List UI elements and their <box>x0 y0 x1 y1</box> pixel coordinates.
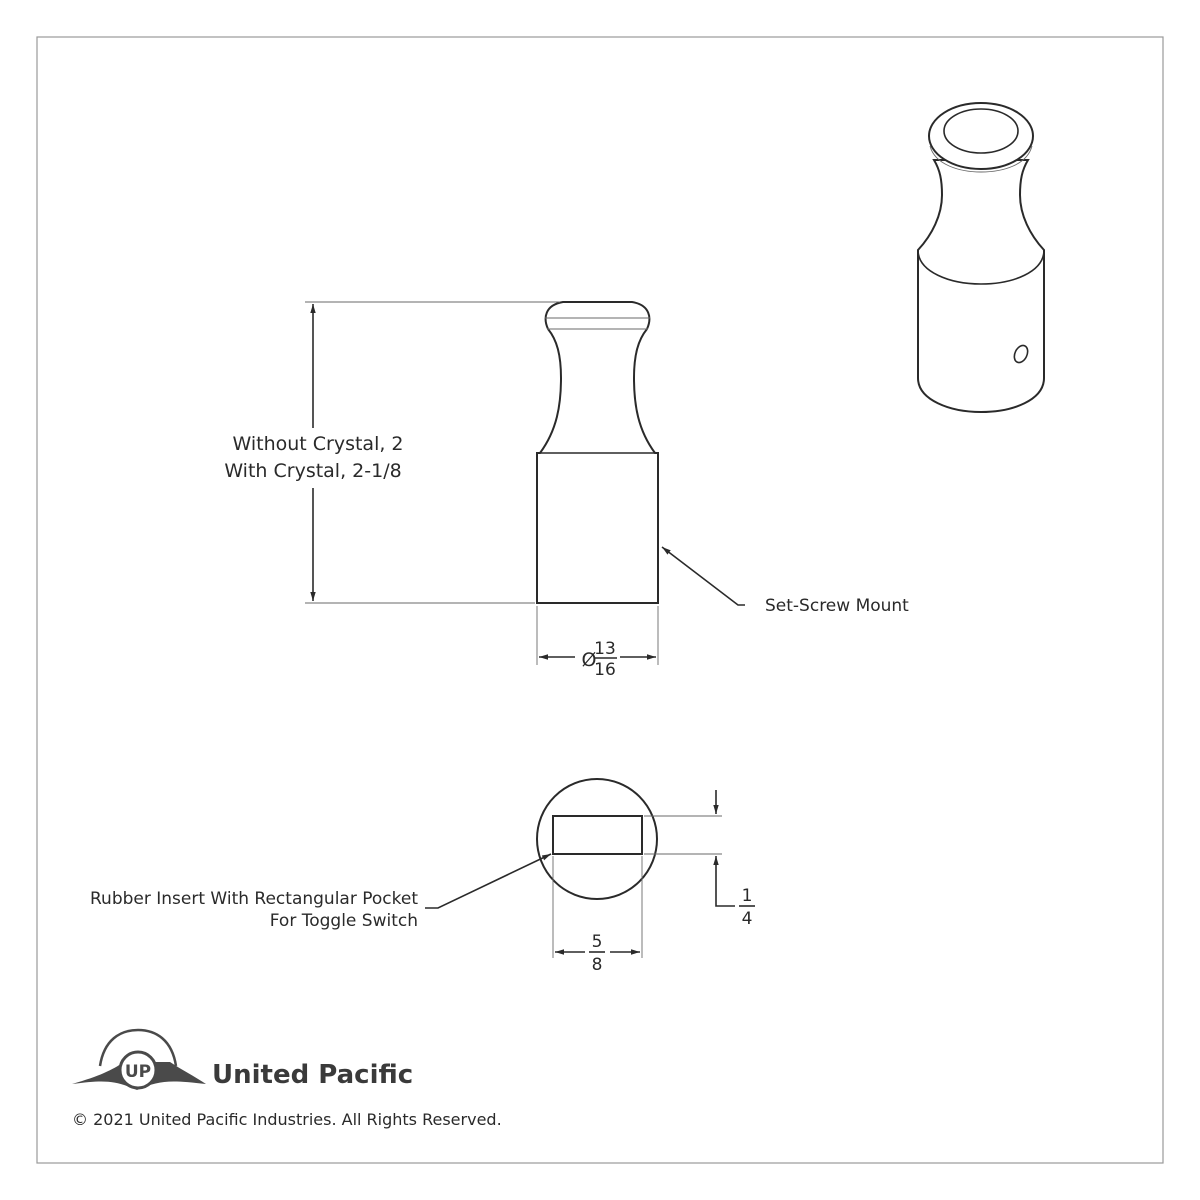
copyright-notice: © 2021 United Pacific Industries. All Rights Reserved. <box>72 1110 502 1129</box>
rubber-insert-callout <box>90 854 551 931</box>
rubber-insert-label: Rubber Insert With Rectangular Pocket <box>90 889 418 909</box>
height-label-without-crystal: Without Crystal, 2 <box>232 433 404 455</box>
diameter-denominator: 16 <box>594 660 616 680</box>
toggle-switch-label: For Toggle Switch <box>269 911 418 931</box>
width-denominator: 8 <box>591 955 603 975</box>
set-screw-callout <box>662 547 909 616</box>
height-label-with-crystal: With Crystal, 2-1/8 <box>224 460 402 482</box>
knob-isometric-view <box>918 103 1044 412</box>
depth-denominator: 4 <box>741 909 753 929</box>
brand-name: United Pacific <box>212 1060 414 1090</box>
height-dimension <box>224 302 560 603</box>
united-pacific-logo <box>72 1030 413 1090</box>
diameter-numerator: 13 <box>594 639 616 659</box>
depth-dimension <box>644 790 755 929</box>
diameter-symbol: Ø <box>581 649 597 671</box>
knob-side-view <box>537 302 658 603</box>
logo-letters: UP <box>124 1062 152 1082</box>
diameter-dimension <box>537 606 658 680</box>
depth-numerator: 1 <box>741 886 753 906</box>
set-screw-label: Set-Screw Mount <box>765 596 909 616</box>
knob-end-view <box>537 779 657 899</box>
width-numerator: 5 <box>591 932 603 952</box>
